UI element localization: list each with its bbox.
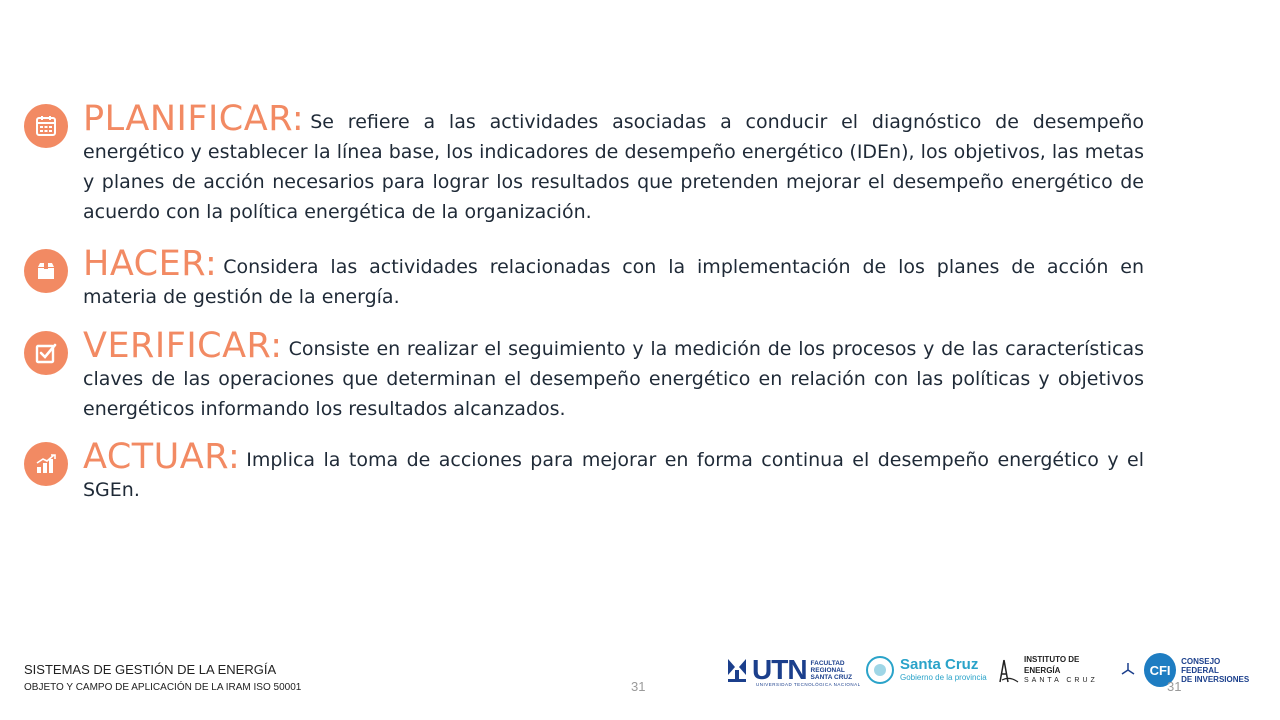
santa-cruz-logo <box>866 650 994 690</box>
cfi-logo <box>1144 650 1256 690</box>
cfi-name-line: CONSEJO FEDERAL <box>1181 656 1221 675</box>
item-description: Consiste en realizar el seguimiento y la medición de los procesos y de las características claves de las operaciones que determinan el desempeño energético en relación con las políticas y objetivos energéticos informando los resultados alcanzados. <box>83 338 1144 420</box>
calendar-icon <box>24 104 68 148</box>
box-icon <box>24 249 68 293</box>
item-text <box>83 244 1144 312</box>
item-text <box>83 437 1144 505</box>
utn-side-line: SANTA CRUZ <box>810 673 853 681</box>
utn-logo <box>726 650 864 690</box>
instituto-energia-logo <box>998 650 1136 690</box>
energy-tower-icon <box>998 656 1020 684</box>
santa-cruz-sub: Gobierno de la provincia <box>900 673 987 682</box>
province-seal-icon <box>866 656 894 684</box>
item-keyword: PLANIFICAR: <box>83 99 305 139</box>
utn-word: UTN <box>752 654 807 685</box>
checkbox-icon <box>24 331 68 375</box>
utn-mark-icon <box>726 657 748 683</box>
item-text <box>83 99 1144 227</box>
item-description: Implica la toma de acciones para mejorar en forma continua el desempeño energético y el SGEn. <box>83 449 1144 501</box>
instituto-name: INSTITUTO DE ENERGÍA <box>1023 655 1080 675</box>
utn-side-line: REGIONAL <box>810 666 845 674</box>
item-keyword: VERIFICAR: <box>83 326 283 366</box>
utn-side-line: FACULTAD <box>810 659 845 667</box>
item-description: Se refiere a las actividades asociadas a conducir el diagnóstico de desempeño energético y establecer la línea base, los indicadores de desempeño energético (IDEn), los objetivos, las metas y planes de acción necesarios para lograr los resultados que pretenden mejorar el desempeño energético de acuerdo con la política energética de la organización. <box>83 111 1144 223</box>
page-number: 31 <box>631 679 646 694</box>
cfi-name-line: DE INVERSIONES <box>1181 674 1250 684</box>
cfi-mark: CFI <box>1144 653 1176 687</box>
instituto-sub: SANTA CRUZ <box>1023 677 1098 684</box>
item-description: Considera las actividades relacionadas con la implementación de los planes de acción en materia de gestión de la energía. <box>83 256 1144 308</box>
santa-cruz-name: Santa Cruz <box>900 656 979 673</box>
item-text <box>83 326 1144 424</box>
bar-chart-icon <box>24 442 68 486</box>
utn-under-text: UNIVERSIDAD TECNOLÓGICA NACIONAL <box>756 682 861 687</box>
page-number-right: 31 <box>1167 679 1182 694</box>
item-keyword: HACER: <box>83 244 218 284</box>
footer-title: SISTEMAS DE GESTIÓN DE LA ENERGÍA <box>24 662 277 677</box>
wind-turbine-icon <box>1120 662 1136 678</box>
item-keyword: ACTUAR: <box>83 437 241 477</box>
footer-subtitle: OBJETO Y CAMPO DE APLICACIÓN DE LA IRAM ISO 50001 <box>24 682 302 693</box>
utn-side-text <box>811 660 853 681</box>
